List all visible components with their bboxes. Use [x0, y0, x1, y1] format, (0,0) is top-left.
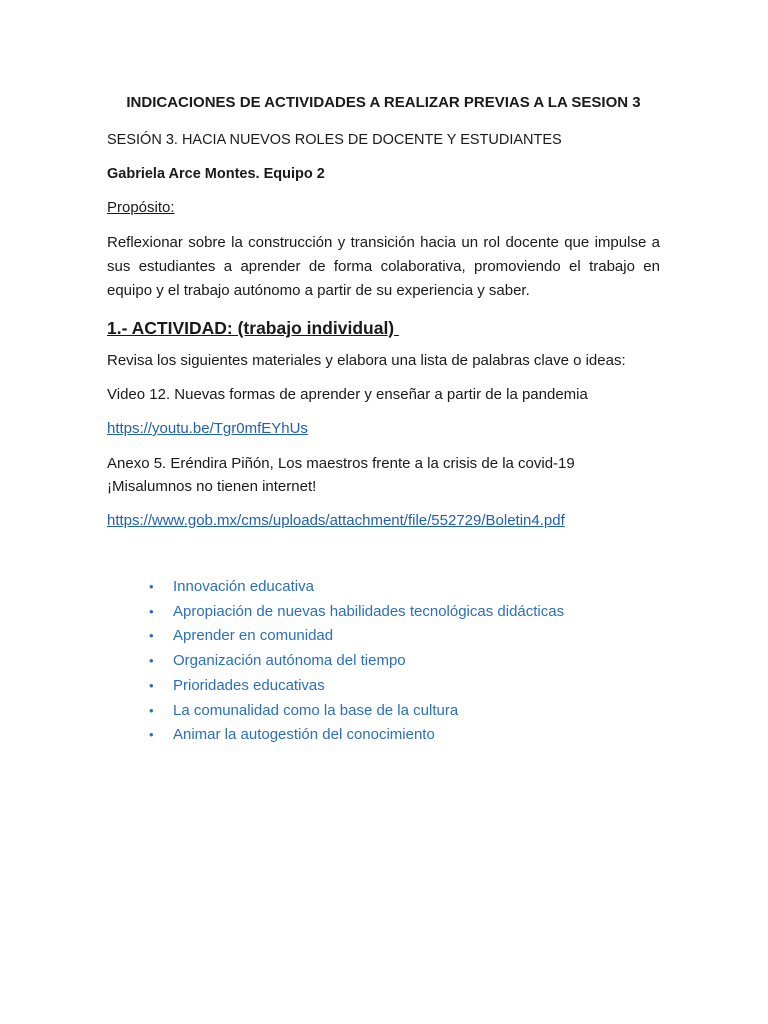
- keyword-item: [149, 699, 660, 724]
- bullet-icon: •: [149, 677, 154, 693]
- bullet-icon: •: [149, 653, 154, 669]
- video-reference: Video 12. Nuevas formas de aprender y enseñar a partir de la pandemia: [107, 386, 588, 403]
- keyword-text: Aprender en comunidad: [173, 627, 334, 645]
- annex-link[interactable]: https://www.gob.mx/cms/uploads/attachment/file/552729/Boletin4.pdf: [107, 512, 565, 529]
- keyword-item: [149, 600, 660, 625]
- document-heading: INDICACIONES DE ACTIVIDADES A REALIZAR PREVIAS A LA SESION 3: [126, 94, 641, 111]
- document-content: [107, 92, 660, 748]
- video-link[interactable]: https://youtu.be/Tgr0mfEYhUs: [107, 420, 308, 437]
- purpose-paragraph: Reflexionar sobre la construcción y transición hacia un rol docente que impulse a sus estudiantes a aprender de forma colaborativa, promoviendo el trabajo en equipo y el trabajo autónomo a partir de su experiencia y saber.: [107, 234, 660, 299]
- purpose-label: Propósito:: [107, 199, 175, 216]
- author-line: Gabriela Arce Montes. Equipo 2: [107, 166, 325, 182]
- bullet-icon: •: [149, 628, 154, 644]
- keyword-text: Animar la autogestión del conocimiento: [173, 726, 435, 744]
- annex-reference-line-2: ¡Misalumnos no tienen internet!: [107, 478, 317, 495]
- keyword-text: Prioridades educativas: [173, 676, 325, 694]
- keyword-item: [149, 624, 660, 649]
- bullet-icon: •: [149, 702, 154, 718]
- bullet-icon: •: [149, 579, 154, 594]
- annex-reference-line-1: Anexo 5. Eréndira Piñón, Los maestros frente a la crisis de la covid-19: [107, 455, 575, 472]
- bullet-icon: •: [149, 727, 154, 743]
- keyword-list: [107, 575, 660, 748]
- session-subtitle: SESIÓN 3. HACIA NUEVOS ROLES DE DOCENTE Y ESTUDIANTES: [107, 132, 562, 148]
- activity-title: 1.- ACTIVIDAD: (trabajo individual): [107, 318, 399, 338]
- keyword-text: Apropiación de nuevas habilidades tecnológicas didácticas: [173, 602, 565, 620]
- keyword-text: La comunalidad como la base de la cultura: [173, 701, 459, 719]
- bullet-icon: •: [149, 603, 154, 619]
- keyword-item: [149, 575, 660, 600]
- keyword-text: Organización autónoma del tiempo: [173, 652, 406, 670]
- keyword-item: [149, 674, 660, 699]
- keyword-item: [149, 649, 660, 674]
- annex-reference: [107, 452, 660, 498]
- instructions-paragraph: Revisa los siguientes materiales y elabora una lista de palabras clave o ideas:: [107, 352, 626, 369]
- keyword-item: [149, 723, 660, 748]
- keyword-text: Innovación educativa: [173, 578, 314, 595]
